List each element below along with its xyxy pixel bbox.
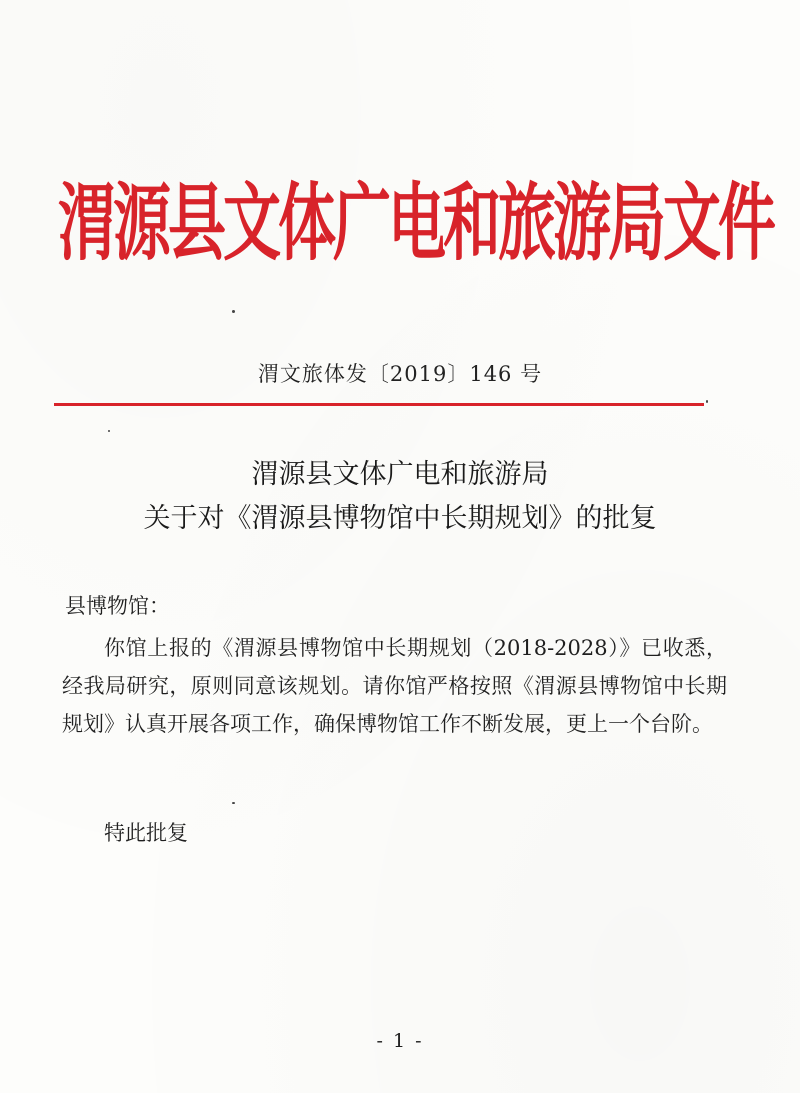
salutation: 县博物馆：	[65, 594, 170, 618]
page-number: - 1 -	[376, 1030, 424, 1052]
document-number: 渭文旅体发〔2019〕146 号	[257, 362, 543, 386]
scan-speck	[108, 430, 110, 432]
document-title-line-1: 渭源县文体广电和旅游局	[251, 459, 549, 490]
scan-speck	[232, 802, 235, 804]
issuer-header-title: 渭源县文体广电和旅游局文件	[58, 173, 774, 273]
body-paragraph: 你馆上报的《渭源县博物馆中长期规划（2018-2028）》已收悉，经我局研究，原则同意该规划。请你馆严格按照《渭源县博物馆中长期规划》认真开展各项工作，确保博物馆工作不断发展，更上一个台阶。	[62, 636, 727, 736]
closing-remark: 特此批复	[104, 821, 188, 845]
scan-speck	[232, 310, 235, 313]
document-title-line-2: 关于对《渭源县博物馆中长期规划》的批复	[143, 503, 657, 534]
scan-speck	[706, 400, 708, 403]
body-paragraph-block	[62, 629, 727, 743]
red-divider-line	[54, 403, 704, 406]
